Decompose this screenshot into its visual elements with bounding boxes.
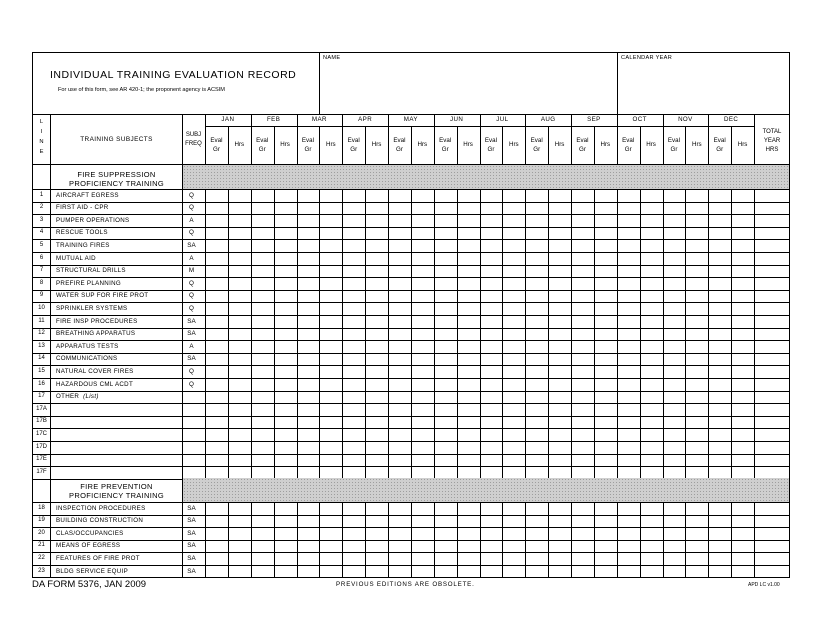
row-line-number: 1	[39, 191, 44, 198]
grid-hline	[32, 391, 790, 392]
row-line-number: 17E	[36, 456, 47, 463]
row-subject-note: (List)	[83, 393, 99, 401]
row-subject: FIRE INSP PROCEDURES	[56, 317, 138, 325]
grid-hline	[32, 416, 790, 417]
row-line-number: 12	[38, 330, 45, 337]
eval-gr-header: Eval Gr	[530, 137, 543, 153]
row-line-number: 5	[39, 241, 44, 248]
grid-hline	[32, 502, 790, 503]
row-line-number: 22	[38, 554, 45, 561]
calendar-year-label: CALENDAR YEAR	[621, 55, 673, 61]
grid-hline	[32, 277, 790, 278]
row-line-number: 7	[39, 267, 44, 274]
row-subject: INSPECTION PROCEDURES	[56, 504, 146, 512]
row-subject: MEANS OF EGRESS	[56, 542, 121, 550]
row-frequency: Q	[189, 279, 194, 287]
grid-hline	[32, 365, 790, 366]
row-frequency: SA	[187, 317, 196, 325]
grid-hline	[32, 252, 790, 253]
grid-hline	[32, 202, 790, 203]
row-line-number: 15	[38, 367, 45, 374]
hrs-header: Hrs	[737, 141, 748, 148]
row-frequency: A	[189, 342, 194, 350]
eval-gr-header: Eval Gr	[393, 137, 406, 153]
grid-hline	[32, 290, 790, 291]
hrs-header: Hrs	[280, 141, 290, 148]
row-frequency: A	[189, 254, 194, 262]
row-subject: OTHER (List)	[56, 393, 99, 401]
month-header: DEC	[723, 116, 739, 123]
hrs-header: Hrs	[646, 141, 656, 148]
eval-gr-header: Eval Gr	[439, 137, 452, 153]
row-frequency: SA	[187, 330, 196, 338]
grid-hline	[32, 378, 790, 379]
grid-hline	[32, 552, 790, 553]
row-subject: APPARATUS TESTS	[56, 342, 119, 350]
row-line-number: 10	[38, 304, 45, 311]
subj-freq-header: SUBJ FREQ	[185, 132, 202, 147]
row-frequency: SA	[187, 529, 196, 537]
hrs-header: Hrs	[371, 141, 382, 148]
eval-gr-header: Eval Gr	[347, 137, 360, 153]
version-label: APD LC v1.00	[748, 582, 780, 588]
grid-hline	[32, 565, 790, 566]
form-title: INDIVIDUAL TRAINING EVALUATION RECORD	[50, 69, 297, 81]
row-line-number: 8	[39, 279, 44, 286]
training-subjects-header: TRAINING SUBJECTS	[80, 136, 153, 143]
hrs-header: Hrs	[417, 141, 428, 148]
row-frequency: Q	[189, 380, 194, 388]
row-line-number: 17B	[36, 418, 47, 425]
row-subject: AIRCRAFT EGRESS	[56, 191, 119, 199]
row-frequency: Q	[189, 229, 194, 237]
row-frequency: Q	[189, 367, 194, 375]
row-subject: NATURAL COVER FIRES	[56, 367, 134, 375]
row-frequency: SA	[187, 567, 196, 575]
month-header: MAR	[311, 116, 327, 123]
grid-hline	[32, 540, 790, 541]
hrs-header: Hrs	[463, 141, 473, 148]
section-title-fire-prevention: FIRE PREVENTION PROFICIENCY TRAINING	[69, 482, 164, 500]
row-subject: COMMUNICATIONS	[56, 355, 118, 363]
form-number: DA FORM 5376, JAN 2009	[32, 579, 147, 590]
grid-hline	[32, 114, 790, 115]
month-header: JAN	[221, 116, 235, 123]
row-subject: CLAS/OCCUPANCIES	[56, 529, 124, 537]
row-subject: RESCUE TOOLS	[56, 229, 108, 237]
grid-hline	[32, 328, 790, 329]
grid-vline	[319, 52, 320, 114]
grid-hline	[32, 527, 790, 528]
hrs-header: Hrs	[234, 141, 245, 148]
eval-gr-header: Eval Gr	[576, 137, 589, 153]
row-frequency: Q	[189, 191, 194, 199]
section-shade	[183, 478, 789, 502]
grid-hline	[32, 454, 790, 455]
row-frequency: Q	[189, 204, 194, 212]
grid-hline	[32, 239, 790, 240]
row-subject: FIRST AID - CPR	[56, 204, 109, 212]
month-header: OCT	[632, 116, 647, 123]
row-line-number: 13	[38, 342, 45, 349]
row-frequency: A	[189, 216, 194, 224]
eval-gr-header: Eval Gr	[301, 137, 314, 153]
grid-hline	[32, 302, 790, 303]
row-line-number: 3	[39, 216, 44, 223]
hrs-header: Hrs	[554, 141, 565, 148]
row-line-number: 2	[39, 204, 44, 211]
row-line-number: 19	[38, 517, 45, 524]
eval-gr-header: Eval Gr	[713, 137, 726, 153]
grid-hline	[32, 441, 790, 442]
hrs-header: Hrs	[600, 141, 611, 148]
row-frequency: Q	[189, 304, 194, 312]
row-line-number: 9	[39, 292, 44, 299]
row-subject: FEATURES OF FIRE PROT	[56, 554, 140, 562]
row-frequency: M	[188, 267, 195, 275]
row-line-number: 14	[38, 355, 45, 362]
row-line-number: 17	[38, 393, 45, 400]
month-header: APR	[358, 116, 373, 123]
row-frequency: SA	[187, 554, 196, 562]
row-subject: PUMPER OPERATIONS	[56, 216, 130, 224]
row-line-number: 6	[39, 254, 44, 261]
grid-hline	[32, 515, 790, 516]
grid-hline	[32, 265, 790, 266]
row-subject: BUILDING CONSTRUCTION	[56, 517, 144, 525]
eval-gr-header: Eval Gr	[622, 137, 635, 153]
row-line-number: 17F	[36, 468, 47, 475]
name-label: NAME	[323, 55, 341, 61]
row-subject: BLDG SERVICE EQUIP	[56, 567, 128, 575]
hrs-header: Hrs	[326, 141, 336, 148]
total-year-hrs-header: TOTAL YEAR HRS	[762, 129, 782, 153]
grid-hline	[32, 227, 790, 228]
grid-hline	[32, 466, 790, 467]
month-header: AUG	[540, 116, 556, 123]
month-header: JUN	[450, 116, 464, 123]
row-frequency: SA	[187, 241, 196, 249]
row-subject: STRUCTURAL DRILLS	[56, 267, 126, 275]
eval-gr-header: Eval Gr	[210, 137, 223, 153]
hrs-header: Hrs	[509, 141, 519, 148]
row-line-number: 11	[38, 317, 45, 324]
row-line-number: 16	[38, 380, 45, 387]
row-line-number: 21	[38, 542, 45, 549]
section-title-fire-suppression: FIRE SUPPRESSION PROFICIENCY TRAINING	[69, 170, 164, 188]
row-line-number: 4	[39, 229, 44, 236]
month-header: NOV	[678, 116, 693, 123]
grid-hline	[32, 214, 790, 215]
row-subject: WATER SUP FOR FIRE PROT	[56, 292, 149, 300]
row-line-number: 17A	[36, 405, 47, 412]
form-subtitle: For use of this form, see AR 420-1; the proponent agency is ACSIM	[58, 87, 225, 93]
eval-gr-header: Eval Gr	[256, 137, 269, 153]
row-line-number: 17D	[35, 443, 47, 450]
month-header: SEP	[587, 116, 601, 123]
row-line-number: 23	[38, 567, 45, 574]
row-frequency: SA	[187, 517, 196, 525]
row-line-number: 18	[38, 504, 45, 511]
grid-hline	[32, 315, 790, 316]
eval-gr-header: Eval Gr	[667, 137, 680, 153]
section-shade	[183, 165, 789, 189]
row-subject: TRAINING FIRES	[56, 241, 110, 249]
row-subject: SPRINKLER SYSTEMS	[56, 304, 128, 312]
grid-hline	[32, 340, 790, 341]
row-frequency: SA	[187, 504, 196, 512]
grid-hline	[32, 189, 790, 190]
month-header: JUL	[496, 116, 509, 123]
row-line-number: 20	[38, 529, 45, 536]
hrs-header: Hrs	[692, 141, 702, 148]
eval-gr-header: Eval Gr	[484, 137, 497, 153]
editions-note: PREVIOUS EDITIONS ARE OBSOLETE.	[336, 581, 475, 588]
row-subject: PREFIRE PLANNING	[56, 279, 121, 287]
row-line-number: 17C	[35, 430, 47, 437]
row-frequency: Q	[189, 292, 194, 300]
month-header: FEB	[267, 116, 281, 123]
row-subject: BREATHING APPARATUS	[56, 330, 136, 338]
row-frequency: SA	[187, 542, 196, 550]
line-column-header: L I N E	[39, 119, 44, 155]
grid-hline	[32, 428, 790, 429]
grid-hline	[32, 353, 790, 354]
row-subject: HAZARDOUS CML ACDT	[56, 380, 134, 388]
month-header: MAY	[403, 116, 418, 123]
grid-hline	[32, 403, 790, 404]
row-subject: MUTUAL AID	[56, 254, 96, 262]
row-frequency: SA	[187, 355, 196, 363]
grid-vline	[617, 52, 618, 114]
